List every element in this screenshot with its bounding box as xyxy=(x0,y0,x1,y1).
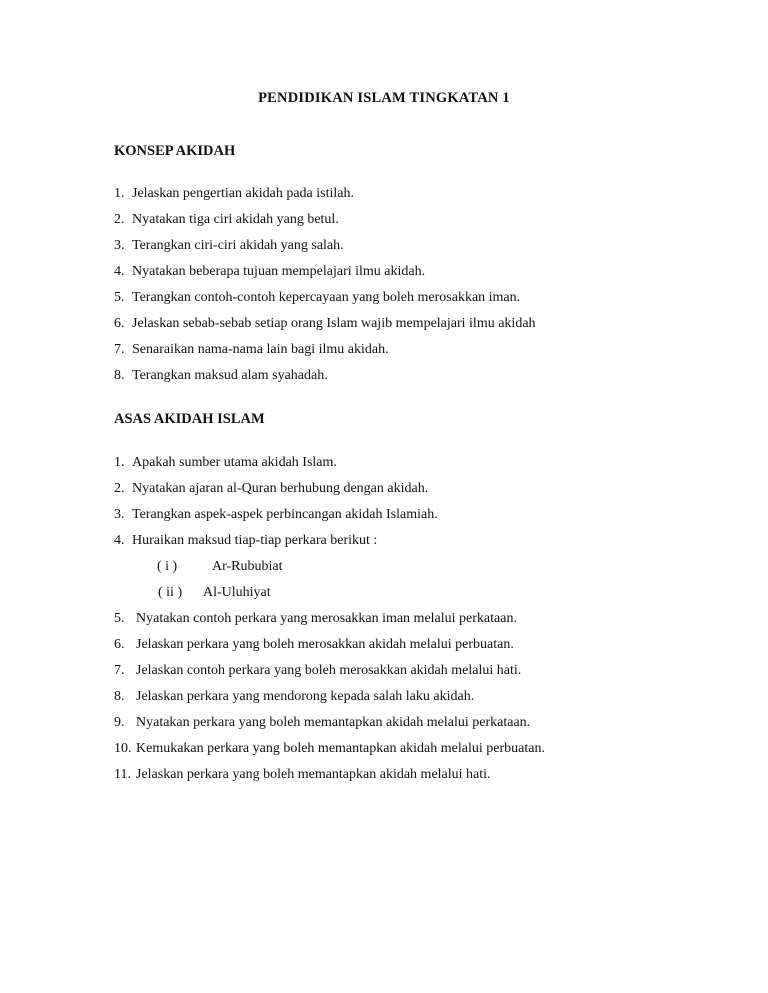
list-item xyxy=(114,368,328,384)
item-text: Nyatakan tiga ciri akidah yang betul. xyxy=(132,212,339,227)
item-text: Terangkan aspek-aspek perbincangan akidah Islamiah. xyxy=(132,507,438,522)
item-text: Jelaskan perkara yang boleh memantapkan akidah melalui hati. xyxy=(136,767,491,782)
item-number: 3. xyxy=(114,238,125,253)
list-item xyxy=(114,611,517,627)
list-item xyxy=(114,238,344,254)
list-item xyxy=(114,533,377,549)
item-number: 7. xyxy=(114,342,125,357)
list-item xyxy=(114,212,339,228)
list-item xyxy=(114,741,545,757)
list-item xyxy=(114,455,337,471)
item-number: 11. xyxy=(114,767,131,782)
list-item xyxy=(114,767,491,783)
item-number: 10. xyxy=(114,741,132,756)
list-item xyxy=(114,186,354,202)
item-text: Apakah sumber utama akidah Islam. xyxy=(132,455,337,470)
item-text: Jelaskan pengertian akidah pada istilah. xyxy=(132,186,354,201)
item-text: Nyatakan contoh perkara yang merosakkan iman melalui perkataan. xyxy=(136,611,517,626)
section-heading-asas-akidah-islam: ASAS AKIDAH ISLAM xyxy=(114,411,265,427)
list-item xyxy=(114,316,536,332)
sub-item-text: Ar-Rububiat xyxy=(212,559,283,574)
item-text: Nyatakan beberapa tujuan mempelajari ilmu akidah. xyxy=(132,264,426,279)
item-number: 4. xyxy=(114,264,125,279)
item-text: Jelaskan perkara yang boleh merosakkan akidah melalui perbuatan. xyxy=(136,637,514,652)
list-item xyxy=(114,715,530,731)
item-text: Terangkan contoh-contoh kepercayaan yang boleh merosakkan iman. xyxy=(132,290,521,305)
item-text: Terangkan maksud alam syahadah. xyxy=(132,368,328,383)
item-text: Huraikan maksud tiap-tiap perkara berikut : xyxy=(132,533,378,548)
sub-item-text: Al-Uluhiyat xyxy=(203,585,271,600)
list-item xyxy=(114,689,474,705)
item-text: Senaraikan nama-nama lain bagi ilmu akidah. xyxy=(132,342,389,357)
sub-item-number: ( i ) xyxy=(157,559,178,574)
item-text: Nyatakan ajaran al-Quran berhubung dengan akidah. xyxy=(132,481,429,496)
item-number: 6. xyxy=(114,637,125,652)
item-number: 3. xyxy=(114,507,125,522)
section-heading-konsep-akidah: KONSEP AKIDAH xyxy=(114,143,236,159)
item-text: Nyatakan perkara yang boleh memantapkan akidah melalui perkataan. xyxy=(136,715,531,730)
item-text: Kemukakan perkara yang boleh memantapkan akidah melalui perbuatan. xyxy=(136,741,545,756)
item-number: 5. xyxy=(114,290,125,305)
sub-item xyxy=(157,559,283,575)
item-number: 1. xyxy=(114,186,125,201)
list-item xyxy=(114,342,389,358)
item-text: Terangkan ciri-ciri akidah yang salah. xyxy=(132,238,344,253)
item-text: Jelaskan sebab-sebab setiap orang Islam wajib mempelajari ilmu akidah xyxy=(132,316,536,331)
item-number: 2. xyxy=(114,212,125,227)
sub-item-number: ( ii ) xyxy=(158,585,183,600)
page-title: PENDIDIKAN ISLAM TINGKATAN 1 xyxy=(258,90,510,106)
list-item xyxy=(114,663,521,679)
item-text: Jelaskan contoh perkara yang boleh merosakkan akidah melalui hati. xyxy=(136,663,522,678)
item-number: 5. xyxy=(114,611,125,626)
list-item xyxy=(114,637,514,653)
list-item xyxy=(114,507,438,523)
item-number: 6. xyxy=(114,316,125,331)
item-number: 9. xyxy=(114,715,125,730)
item-number: 8. xyxy=(114,368,125,383)
item-text: Jelaskan perkara yang mendorong kepada salah laku akidah. xyxy=(136,689,475,704)
list-item xyxy=(114,481,428,497)
item-number: 8. xyxy=(114,689,125,704)
item-number: 1. xyxy=(114,455,125,470)
item-number: 4. xyxy=(114,533,125,548)
item-number: 7. xyxy=(114,663,125,678)
list-item xyxy=(114,290,520,306)
item-number: 2. xyxy=(114,481,125,496)
list-item xyxy=(114,264,425,280)
sub-item xyxy=(158,585,271,601)
